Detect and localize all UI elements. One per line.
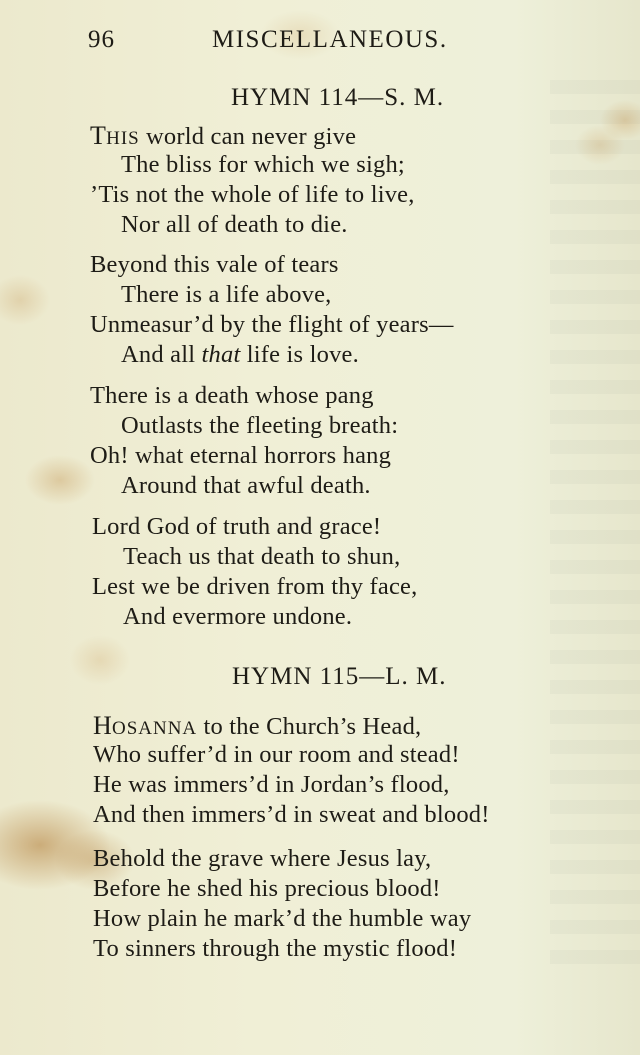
running-title: MISCELLANEOUS. xyxy=(212,26,448,53)
hymn-115-stanza-2-line-3: How plain he mark’d the humble way xyxy=(93,905,472,932)
hymn-115-stanza-1-line-4: And then immers’d in sweat and blood! xyxy=(93,801,490,828)
hymn-114-stanza-4-line-4: And evermore undone. xyxy=(123,603,353,630)
hymn-114-stanza-3-line-2: Outlasts the fleeting breath: xyxy=(121,412,399,439)
page-header xyxy=(88,26,508,60)
hymn-115-stanza-2-line-2: Before he shed his precious blood! xyxy=(93,875,441,902)
hymn-115-stanza-1-line-3: He was immers’d in Jordan’s flood, xyxy=(93,771,450,798)
drop-initial: T xyxy=(90,121,107,150)
hymn-114-stanza-1-line-3: ’Tis not the whole of life to live, xyxy=(90,181,415,208)
hymn-114-stanza-2-line-4: And all that life is love. xyxy=(121,341,359,368)
drop-initial: H xyxy=(93,711,112,740)
small-caps-word: OSANNA xyxy=(111,718,198,739)
bleed-through-text xyxy=(550,80,640,980)
hymn-114-stanza-1-line-4: Nor all of death to die. xyxy=(121,211,348,238)
small-caps-word: HIS xyxy=(106,128,140,149)
hymn-114-stanza-2-line-3: Unmeasur’d by the flight of years— xyxy=(90,311,454,338)
hymn-114-stanza-3-line-4: Around that awful death. xyxy=(121,472,371,499)
hymn-115-stanza-2-line-1: Behold the grave where Jesus lay, xyxy=(93,845,432,872)
hymn-115-stanza-1-line-2: Who suffer’d in our room and stead! xyxy=(93,741,460,768)
hymn-114-stanza-4-line-3: Lest we be driven from thy face, xyxy=(92,573,418,600)
hymn-115-stanza-2-line-4: To sinners through the mystic flood! xyxy=(93,935,458,962)
hymn-115-title: HYMN 115—L. M. xyxy=(232,663,447,690)
italic-emphasis: that xyxy=(201,341,241,368)
hymn-114-stanza-4-line-1: Lord God of truth and grace! xyxy=(92,513,382,540)
hymn-114-stanza-3-line-3: Oh! what eternal horrors hang xyxy=(90,442,392,469)
hymn-114-stanza-4-line-2: Teach us that death to shun, xyxy=(123,543,401,570)
hymn-114-stanza-2-line-1: Beyond this vale of tears xyxy=(90,251,339,278)
page-number: 96 xyxy=(88,26,115,53)
hymn-115-stanza-1-line-1: HOSANNA to the Church’s Head, xyxy=(93,711,422,740)
hymn-114-stanza-3-line-1: There is a death whose pang xyxy=(90,382,374,409)
hymn-114-stanza-2-line-2: There is a life above, xyxy=(121,281,332,308)
hymn-114-title: HYMN 114—S. M. xyxy=(231,84,445,111)
hymn-114-stanza-1-line-1: THIS world can never give xyxy=(90,121,357,150)
hymn-114-stanza-1-line-2: The bliss for which we sigh; xyxy=(121,151,405,178)
